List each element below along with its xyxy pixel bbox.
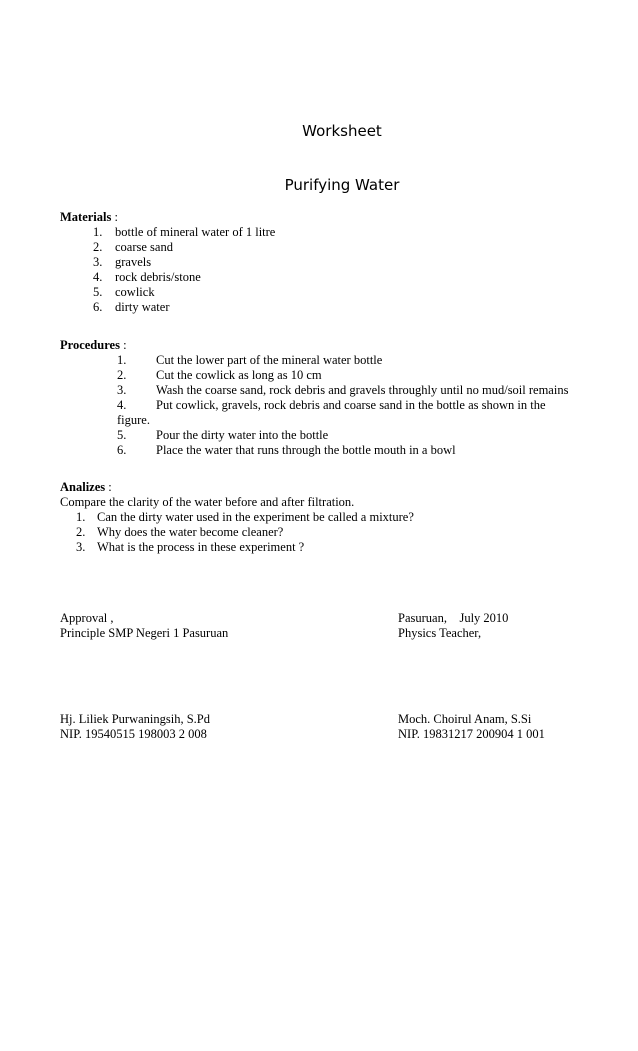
step-number: 6. <box>117 443 127 457</box>
item-number: 5. <box>93 285 103 299</box>
step-text: Place the water that runs through the bottle mouth in a bowl <box>156 443 456 457</box>
list-item <box>60 300 170 315</box>
teacher-name: Moch. Choirul Anam, S.Si <box>398 712 532 726</box>
list-item <box>60 255 152 270</box>
item-text: dirty water <box>115 300 170 314</box>
item-text: cowlick <box>115 285 155 299</box>
question-number: 1. <box>76 510 86 524</box>
item-number: 3. <box>93 255 103 269</box>
procedures-section <box>60 338 569 458</box>
question-number: 3. <box>76 540 86 554</box>
step-number: 3. <box>117 383 127 397</box>
list-item <box>60 353 383 368</box>
procedures-heading-sep: : <box>119 338 127 352</box>
list-item <box>60 525 354 540</box>
list-item <box>60 540 354 555</box>
analizes-list <box>60 510 414 555</box>
analizes-section <box>60 480 414 555</box>
question-text: Why does the water become cleaner? <box>97 525 284 539</box>
analizes-heading-label: Analizes <box>60 480 106 494</box>
item-text: bottle of mineral water of 1 litre <box>115 225 276 239</box>
procedures-heading <box>60 338 150 353</box>
principal-name: Hj. Liliek Purwaningsih, S.Pd <box>60 712 211 726</box>
signature-left <box>60 712 210 742</box>
list-item <box>60 270 201 285</box>
step-number: 4. <box>117 398 127 412</box>
list-item <box>60 510 414 525</box>
step-text-continuation: figure. <box>117 413 150 427</box>
item-text: coarse sand <box>115 240 173 254</box>
procedures-heading-label: Procedures <box>60 338 120 352</box>
page-title: Worksheet <box>302 122 382 140</box>
list-item <box>60 225 276 240</box>
materials-list <box>60 225 276 315</box>
approval-right <box>398 611 508 641</box>
step-number: 2. <box>117 368 127 382</box>
materials-heading-label: Materials <box>60 210 112 224</box>
step-number: 1. <box>117 353 127 367</box>
place-date: Pasuruan, July 2010 <box>398 611 509 625</box>
question-text: Can the dirty water used in the experiment be called a mixture? <box>97 510 414 524</box>
list-item <box>60 240 173 255</box>
analizes-intro: Compare the clarity of the water before and after filtration. <box>60 495 355 509</box>
approval-label: Approval , <box>60 611 114 625</box>
principal-nip: NIP. 19540515 198003 2 008 <box>60 727 207 741</box>
item-number: 2. <box>93 240 103 254</box>
materials-heading <box>60 210 118 225</box>
analizes-heading-sep: : <box>105 480 112 494</box>
step-number: 5. <box>117 428 127 442</box>
procedures-list <box>60 353 569 458</box>
approval-left <box>60 611 228 641</box>
principal-title: Principle SMP Negeri 1 Pasuruan <box>60 626 229 640</box>
step-text: Put cowlick, gravels, rock debris and coarse sand in the bottle as shown in the <box>156 398 546 412</box>
step-text: Cut the lower part of the mineral water bottle <box>156 353 383 367</box>
teacher-title: Physics Teacher, <box>398 626 482 640</box>
item-text: rock debris/stone <box>115 270 201 284</box>
item-number: 4. <box>93 270 103 284</box>
signature-right <box>398 712 545 742</box>
list-item <box>60 285 155 300</box>
list-item <box>60 383 569 398</box>
list-item <box>60 368 322 383</box>
list-item <box>60 398 546 413</box>
question-number: 2. <box>76 525 86 539</box>
item-number: 6. <box>93 300 103 314</box>
question-text: What is the process in these experiment ? <box>97 540 305 554</box>
step-text: Pour the dirty water into the bottle <box>156 428 329 442</box>
list-item <box>60 428 329 443</box>
materials-section <box>60 210 276 315</box>
teacher-nip: NIP. 19831217 200904 1 001 <box>398 727 545 741</box>
step-text: Cut the cowlick as long as 10 cm <box>156 368 322 382</box>
materials-heading-sep: : <box>111 210 118 224</box>
item-number: 1. <box>93 225 103 239</box>
list-item <box>60 443 456 458</box>
analizes-heading <box>60 480 354 495</box>
step-text: Wash the coarse sand, rock debris and gravels throughly until no mud/soil remains <box>156 383 569 397</box>
item-text: gravels <box>115 255 152 269</box>
page-subtitle: Purifying Water <box>284 176 400 194</box>
